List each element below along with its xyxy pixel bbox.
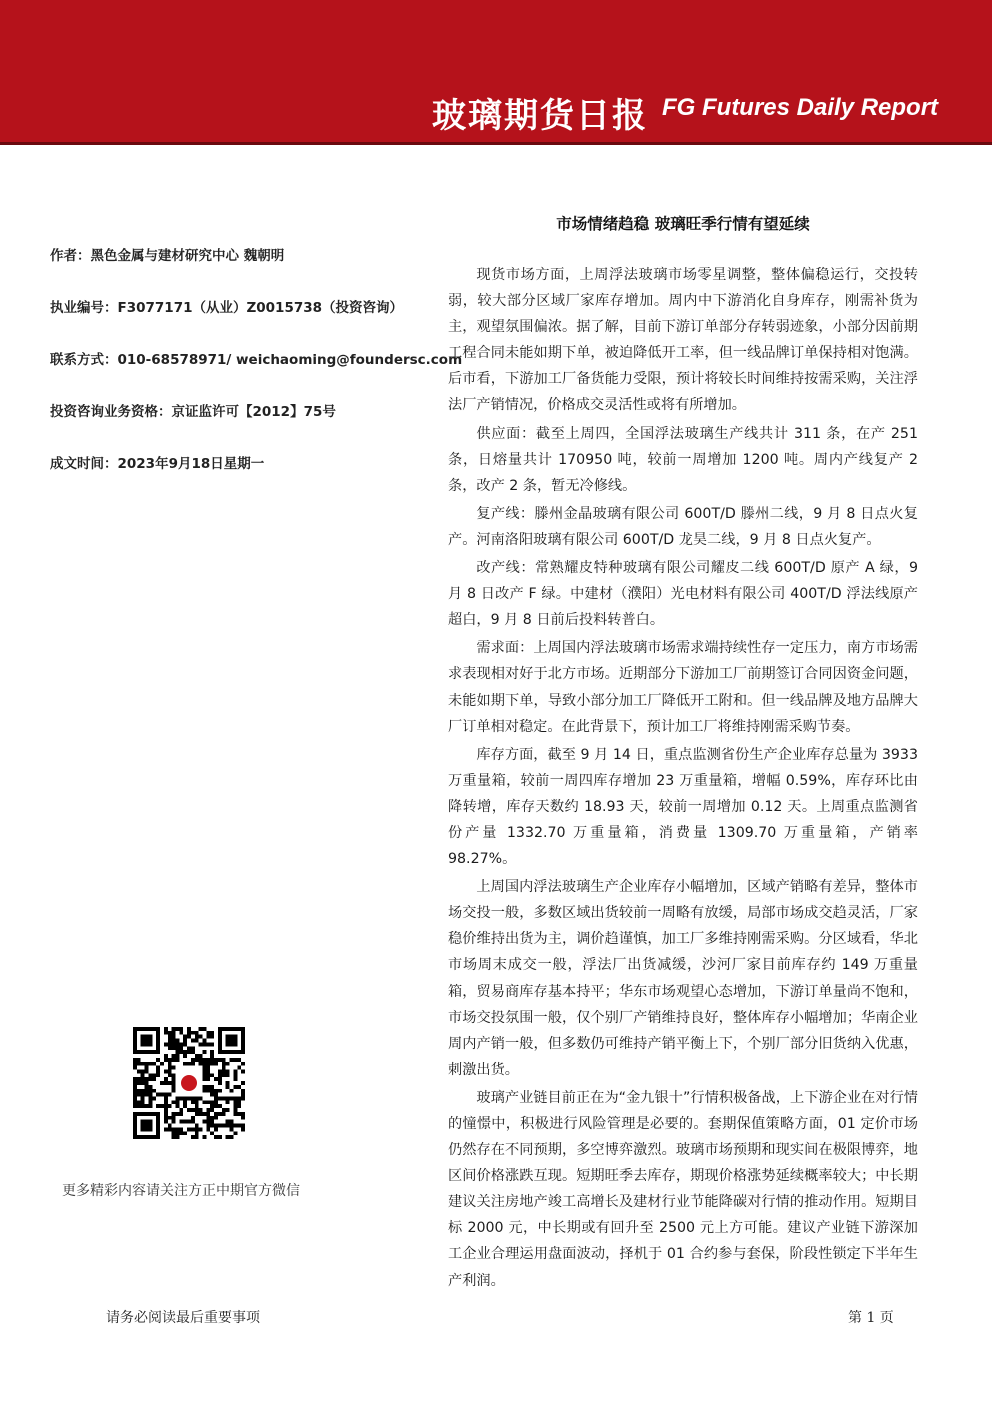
report-meta: [50, 244, 463, 504]
header-banner: [0, 0, 992, 145]
meta-license: 执业编号：F3077171（从业）Z0015738（投资咨询）: [50, 300, 404, 316]
paragraph-regional: 上周国内浮法玻璃生产企业库存小幅增加，区域产销略有差异，整体市场交投一般，多数区域出货较前一周略有放缓，局部市场成交趋灵活，厂家稳价维持出货为主，调价趋谨慎，加工厂多维持刚需采购。分区域看，华北市场周末成交一般，浮法厂出货减缓，沙河厂家目前库存约 149 万重量箱，贸易商库存基本持平；华东市场观望心态增加，下游订单量尚不饱和，市场交投氛围一般，仅个别厂产销维持良好，整体库存小幅增加；华南企业周内产销一般，但多数仍可维持产销平衡上下，个别厂部分旧货纳入优惠，刺激出货。: [448, 879, 918, 1078]
company-logo-icon: [177, 1071, 201, 1095]
meta-qualification: 投资咨询业务资格：京证监许可【2012】75号: [50, 404, 336, 420]
article-title: 市场情绪趋稳 玻璃旺季行情有望延续: [556, 215, 810, 233]
qr-caption: 更多精彩内容请关注方正中期官方微信: [62, 1183, 300, 1199]
paragraph-spot-market: 现货市场方面，上周浮法玻璃市场零星调整，整体偏稳运行，交投转弱，较大部分区域厂家库存增加。周内中下游消化自身库存，刚需补货为主，观望氛围偏浓。据了解，目前下游订单部分存转弱迹象，小部分因前期工程合同未能如期下单，被迫降低开工率，但一线品牌订单保持相对饱满。后市看，下游加工厂备货能力受限，预计将较长时间维持按需采购，关注浮法厂产销情况，价格成交灵活性或将有所增加。: [448, 267, 918, 414]
page-number: 第 1 页: [848, 1310, 894, 1326]
meta-contact: 联系方式：010-68578971/ weichaoming@foundersc.com: [50, 352, 463, 368]
meta-author: 作者：黑色金属与建材研究中心 魏朝明: [50, 248, 285, 264]
paragraph-inventory: 库存方面，截至 9 月 14 日，重点监测省份生产企业库存总量为 3933 万重量箱，较前一周四库存增加 23 万重量箱，增幅 0.59%，库存环比由降转增，库存天数约 18.93 天，较前一周增加 0.12 天。上周重点监测省份产量 1332.70 万重量箱，消费量 1309.70 万重量箱，产销率 98.27%。: [448, 746, 918, 868]
paragraph-converted-lines: 改产线：常熟耀皮特种玻璃有限公司耀皮二线 600T/D 原产 A 绿，9 月 8 日改产 F 绿。中建材（濮阳）光电材料有限公司 400T/D 浮法线原产超白，9 月 8 日前后投料转普白。: [448, 560, 918, 629]
paragraph-supply: 供应面：截至上周四，全国浮法玻璃生产线共计 311 条，在产 251 条，日熔量共计 170950 吨，较前一周增加 1200 吨。周内产线复产 2 条，改产 2 条，暂无冷修线。: [448, 425, 918, 494]
paragraph-restart-lines: 复产线：滕州金晶玻璃有限公司 600T/D 滕州二线，9 月 8 日点火复产。河南洛阳玻璃有限公司 600T/D 龙昊二线，9 月 8 日点火复产。: [448, 505, 918, 548]
article-body: [448, 262, 918, 1296]
paragraph-demand: 需求面：上周国内浮法玻璃市场需求端持续性存一定压力，南方市场需求表现相对好于北方市场。近期部分下游加工厂前期签订合同因资金问题，未能如期下单，导致小部分加工厂降低开工附和。但一线品牌及地方品牌大厂订单相对稳定。在此背景下，预计加工厂将维持刚需采购节奏。: [448, 640, 918, 735]
meta-date: 成文时间：2023年9月18日星期一: [50, 456, 265, 472]
footer-notice: 请务必阅读最后重要事项: [106, 1310, 260, 1326]
wechat-qr-code: [133, 1027, 245, 1139]
report-title-cn: 玻璃期货日报: [432, 96, 648, 136]
paragraph-strategy: 玻璃产业链目前正在为“金九银十”行情积极备战，上下游企业在对行情的憧憬中，积极进行风险管理是必要的。套期保值策略方面，01 定价市场仍然存在不同预期，多空博弈激烈。玻璃市场预期和现实间在极限博弈，地区间价格涨跌互现。短期旺季去库存，期现价格涨势延续概率较大；中长期建议关注房地产竣工高增长及建材行业节能降碳对行情的推动作用。短期目标 2000 元，中长期或有回升至 2500 元上方可能。建议产业链下游深加工企业合理运用盘面波动，择机于 01 合约参与套保，阶段性锁定下半年生产利润。: [448, 1089, 918, 1289]
report-title-en: FG Futures Daily Report: [662, 94, 939, 121]
